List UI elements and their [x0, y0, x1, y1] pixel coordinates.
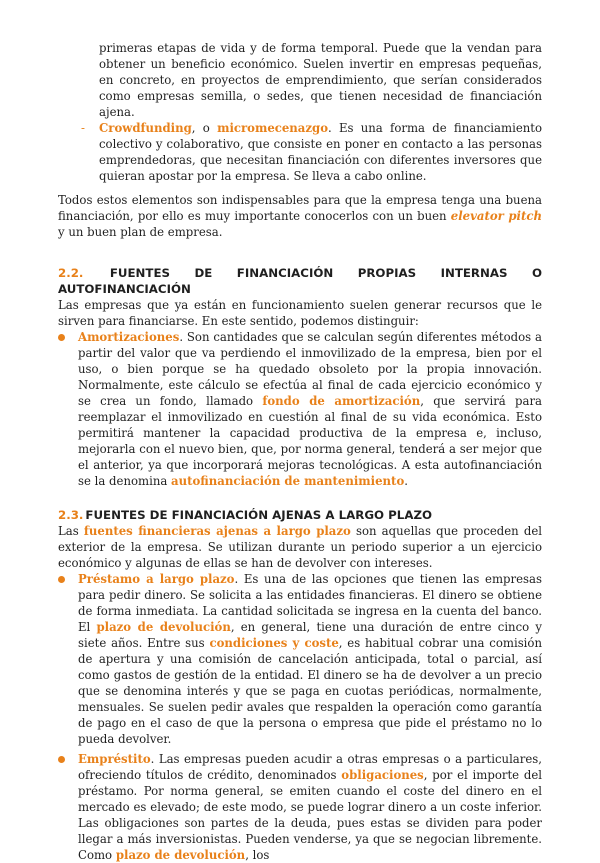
heading-word: PROPIAS [357, 266, 417, 280]
summary-text-end: y un buen plan de empresa. [58, 225, 223, 239]
bullet-dot [58, 576, 65, 583]
condiciones-coste-term: condiciones y coste [209, 636, 339, 650]
crowdfunding-list-item [58, 120, 542, 184]
emprestito-text-1: . Las empresas pueden acudir a otras empresas o a particulares, ofreciendo títulos de crédito, denominados [78, 752, 542, 782]
emprestito-term: Empréstito [78, 752, 151, 766]
autofinanciacion-mantenimiento-term: autofinanciación de mantenimiento [171, 474, 405, 488]
obligaciones-term: obligaciones [341, 768, 424, 782]
emprestito-text-2: , por el importe del préstamo. Por norma general, se emiten cuando el coste del dinero en el mercado es elevado; de este modo, se puede lograr dinero a un coste inferior. Las obligaciones son partes de la deuda, pues estas se dividen para poder llegar a más inversionistas. Pueden venderse, ya que se negocian libremente. Como [78, 768, 542, 862]
plazo-devolucion-term: plazo de devolución [96, 620, 231, 634]
section-2-3-intro-start: Las [58, 524, 84, 538]
heading-word: O [531, 266, 542, 280]
bullet-dot [58, 334, 65, 341]
section-2-3-number: 2.3. [58, 508, 84, 522]
section-2-2-number: 2.2. [58, 266, 84, 280]
prestamo-term: Préstamo a largo plazo [78, 572, 235, 586]
section-2-3-heading [58, 507, 542, 523]
section-2-2-intro: Las empresas que ya están en funcionamiento suelen generar recursos que le sirven para financiarse. En este sentido, podemos distinguir: [58, 298, 542, 328]
crowdfunding-term: Crowdfunding [99, 121, 192, 135]
emprestito-text-3: , los [245, 848, 270, 862]
amortizaciones-term: Amortizaciones [78, 330, 180, 344]
heading-word: FUENTES [109, 266, 171, 280]
prestamo-text-2: , en general, tiene una duración de entre cinco y siete años. Entre sus [78, 620, 542, 650]
section-2-3-title: FUENTES DE FINANCIACIÓN AJENAS A LARGO PLAZO [85, 508, 433, 522]
dash-marker: - [81, 121, 85, 135]
amortizaciones-list-item [58, 329, 542, 489]
crowdfunding-separator: , o [191, 121, 218, 135]
document-body [58, 40, 542, 863]
summary-paragraph [58, 192, 542, 240]
micromecenazgo-term: micromecenazgo [217, 121, 328, 135]
bullet-dot [58, 756, 65, 763]
elevator-pitch-term: elevator pitch [450, 209, 542, 223]
amortizaciones-text-1: . Son cantidades que se calculan según diferentes métodos a partir del valor que va perdiendo el inmovilizado de la empresa, bien por el uso, o bien porque se ha quedado obsoleto por la propia innovación. Normalmente, este cálculo se efectúa al final de cada ejercicio económico y se crea un fondo, llamado [78, 330, 542, 408]
fuentes-ajenas-term: fuentes financieras ajenas a largo plazo [83, 524, 351, 538]
prestamo-text-1: . Es una de las opciones que tienen las empresas para pedir dinero. Se solicita a las entidades financieras. El dinero se obtiene de forma inmediata. La cantidad solicitada se ingresa en la cuenta del banco. El [78, 572, 542, 634]
emprestito-list-item [58, 751, 542, 863]
heading-word: DE [194, 266, 213, 280]
prestamo-list-item [58, 571, 542, 747]
heading-word: FINANCIACIÓN [236, 266, 334, 280]
amortizaciones-text-2: , que servirá para reemplazar el inmovilizado en cuestión al final de su vida económica. Esto permitirá mantener la capacidad productiva de la empresa e, incluso, mejorarla con el nuevo bien, que, por norma general, tenderá a ser mejor que el anterior, ya que incorporará mejoras tecnológicas. A esta autofinanciación se la denomina [78, 394, 543, 488]
section-2-2-heading-line-2: AUTOFINANCIACIÓN [58, 282, 191, 296]
plazo-devolucion-term-2: plazo de devolución [115, 848, 246, 862]
summary-text-start: Todos estos elementos son indispensables para que la empresa tenga una buena financiación, por ello es muy importante conocerlos con un buen [58, 193, 542, 223]
investor-continuation-paragraph: primeras etapas de vida y de forma temporal. Puede que la vendan para obtener un beneficio económico. Suelen invertir en empresas pequeñas, en concreto, en proyectos de emprendimiento, que serían considerados como empresas semilla, o sedes, que tienen necesidad de financiación ajena. [99, 41, 542, 119]
prestamo-text-3: , es habitual cobrar una comisión de apertura y una comisión de cancelación anticipada, total o parcial, así como gastos de gestión de la entidad. El dinero se ha de devolver a un precio que se denomina interés y que se paga en cuotas periódicas, normalmente, mensuales. Se suelen pedir avales que respalden la operación como garantía de pago en el caso de que la persona o empresa que pide el préstamo no lo pueda devolver. [78, 636, 542, 746]
section-2-3-intro-end: son aquellas que proceden del exterior de la empresa. Se utilizan durante un periodo superior a un ejercicio económico y algunas de ellas se han de devolver con intereses. [58, 524, 542, 570]
amortizaciones-end: . [404, 474, 408, 488]
section-2-2-heading [58, 265, 542, 297]
crowdfunding-description: . Es una forma de financiamiento colectivo y colaborativo, que consiste en poner en contacto a las personas emprendedoras, que necesitan financiación con diferentes inversores que quieran apostar por la empresa. Se lleva a cabo online. [99, 121, 543, 183]
fondo-amortizacion-term: fondo de amortización [262, 394, 421, 408]
heading-word: INTERNAS [440, 266, 508, 280]
section-2-3-intro [58, 523, 542, 571]
